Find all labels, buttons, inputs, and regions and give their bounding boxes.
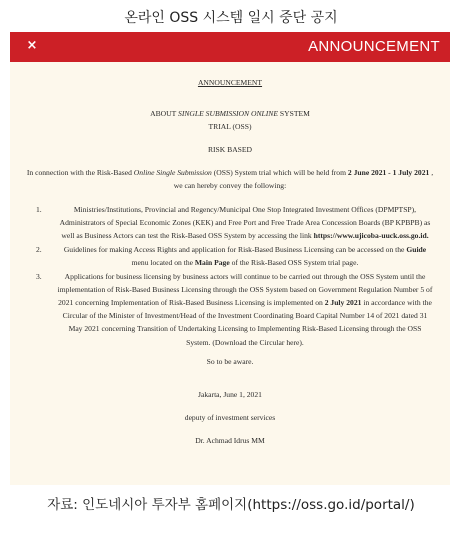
document-heading: ANNOUNCEMENT bbox=[197, 78, 263, 87]
intro-paragraph bbox=[22, 166, 438, 192]
list-number: 3. bbox=[36, 272, 42, 282]
caption-top: 온라인 OSS 시스템 일시 중단 공지 bbox=[124, 10, 338, 26]
about-suffix: SYSTEM bbox=[278, 109, 310, 119]
list-text: menu located on the bbox=[131, 257, 195, 267]
about-prefix: ABOUT bbox=[150, 109, 179, 119]
guide-label: Guide bbox=[406, 244, 427, 254]
list-text: of the Risk-Based OSS System trial page. bbox=[229, 257, 359, 267]
about-italic: SINGLE SUBMISSION ONLINE bbox=[178, 109, 279, 119]
modal-header bbox=[10, 32, 450, 62]
aware-line: So to be aware. bbox=[206, 356, 254, 366]
list-number: 1. bbox=[36, 204, 42, 214]
intro-text: In connection with the Risk-Based bbox=[26, 168, 134, 178]
risk-based-line: RISK BASED bbox=[207, 145, 253, 155]
about-line bbox=[22, 107, 438, 120]
list-number: 2. bbox=[36, 244, 42, 254]
intro-dates: 2 June 2021 - 1 July 2021 bbox=[347, 168, 430, 178]
modal-title: ANNOUNCEMENT bbox=[308, 38, 440, 55]
trial-link[interactable]: https://www.ujicoba-uuck.oss.go.id. bbox=[313, 230, 429, 240]
deputy-line: deputy of investment services bbox=[184, 412, 276, 422]
intro-italic: Online Single Submission bbox=[133, 168, 212, 178]
caption-bottom: 자료: 인도네시아 투자부 홈페이지(https://oss.go.id/portal/) bbox=[47, 497, 415, 513]
list-item bbox=[22, 203, 438, 242]
list-text: Guidelines for making Access Rights and application for Risk-Based Business Licensing can be accessed on the bbox=[63, 244, 407, 254]
implementation-date: 2 July 2021 bbox=[324, 298, 362, 308]
intro-text: (OSS) System trial which will be held from bbox=[211, 168, 348, 178]
announcement-list bbox=[22, 203, 438, 349]
main-page-label: Main Page bbox=[194, 257, 230, 267]
place-date-line: Jakarta, June 1, 2021 bbox=[198, 389, 262, 399]
announcement-modal bbox=[10, 32, 450, 485]
announcement-body bbox=[10, 76, 450, 447]
list-item bbox=[22, 243, 438, 269]
intro-text: , we can hereby convey the following: bbox=[173, 168, 434, 191]
list-text: Ministries/Institutions, Provincial and Regency/Municipal One Stop Integrated Investment Offices (DPMPTSP), Administrators of Special Economic Zones (KEK) and Free Port and Free Trade Area Concession Boards (BP KPBPB) as well as Business Actors can test the Risk-Based OSS System by accessing the link bbox=[59, 204, 431, 240]
trial-line: TRIAL (OSS) bbox=[208, 122, 252, 132]
list-item bbox=[22, 270, 438, 349]
list-text: Applications for business licensing by business actors will continue to be carried out through the OSS System until the implementation of Risk-Based Business Licensing through the OSS System based on Government Regulation Number 5 of 2021 concerning Implementation of Risk-Based Business Licensing is implemented on bbox=[57, 272, 433, 308]
close-icon[interactable]: × bbox=[26, 38, 38, 53]
list-text: in accordance with the Circular of the Minister of Investment/Head of the Investment Coordinating Board Capital Number 14 of 2021 dated 31 May 2021 concerning Transition of Undertaking Licensing to Implementing Risk-Based Licensing through the OSS System. (Download the Circular here). bbox=[62, 298, 432, 347]
signer-line: Dr. Achmad Idrus MM bbox=[195, 435, 265, 445]
